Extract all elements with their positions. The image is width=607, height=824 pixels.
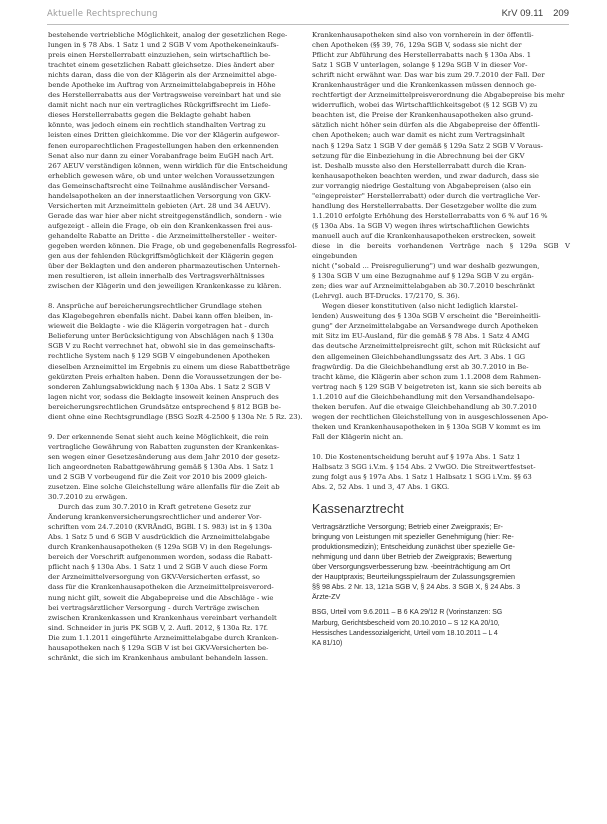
- case-source: BSG, Urteil vom 9.6.2011 – B 6 KA 29/12 R (Vorinstanzen: SG Marburg, Gerichtsbescheid vom 20.10.2010 – S 12 KA 20/10, Hessisches Landessozialgericht, Urteil vom 18.10.2011 – L 4 KA 81/10): [312, 609, 503, 647]
- header-rule: [47, 24, 569, 25]
- section-heading: Kassenarztrecht: [312, 502, 404, 517]
- left-column: [48, 30, 304, 663]
- right-column: [312, 30, 570, 649]
- paragraph-equal-treatment: Wegen dieser konstitutiven (also nicht lediglich klarstel- lenden) Ausweitung des § 130a SGB V erscheint die "Bereinheitli- gung" der Arzneimittelabgabe an Versandwege durch Apotheken mit Sitz im EU-Ausland, für die gemäß § 78 Abs. 1 Satz 4 AMG das deutsche Arzneimittelpreisrecht gilt, schon mit Rücksicht auf den allgemeinen Gleichbehandlungssatz des Art. 3 Abs. 1 GG fragwürdig. Da die Gleichbehandlung erst ab 30.7.2010 in Be- tracht käme, die Klägerin aber schon zum 1.1.2008 dem Rahmen- vertrag nach § 129 SGB V beigetreten ist, kann sie sich bereits ab 1.1.2010 auf die Gleichbehandlung mit den Versandhandelsapo- theken berufen. Auf die etwaige Gleichbehandlung ab 30.7.2010 wegen der rechtlichen Gleichstellung von in ausgeschlossenen Apo- theken und Krankenhausapotheken in § 130a SGB V kommt es im Fall der Klägerin nicht an.: [312, 302, 549, 441]
- page-header: [0, 0, 607, 30]
- page-number: 209: [553, 8, 569, 19]
- journal-issue: KrV 09.11: [501, 8, 544, 19]
- paragraph-section-10: 10. Die Kostenentscheidung beruht auf § 197a Abs. 1 Satz 1 Halbsatz 3 SGG i.V.m. § 154 Abs. 2 VwGO. Die Streitwertfestset- zung folgt aus § 197a Abs. 1 Satz 1 Halbsatz 1 SGG i.V.m. §§ 63 Abs. 2, 52 Abs. 1 und 3, 47 Abs. 1 GKG.: [312, 452, 536, 492]
- running-title: Aktuelle Rechtsprechung: [47, 9, 158, 19]
- case-summary: [312, 522, 570, 602]
- paragraph-section-8: 8. Ansprüche auf bereicherungsrechtlicher Grundlage stehen das Klagebegehren ebenfalls nicht. Dabei kann offen bleiben, in- wieweit die Beklagte - wie die Klägerin vorgetragen hat - durch Belieferung unter Berücksichtigung von Abschlägen nach § 130a SGB V zu Recht verrechnet hat, obwohl sie in das gemeinschafts- rechtliche System nach § 129 SGB V eingebundenen Apotheken dieselben Arzneimittel im Ergebnis zu einem um diese Rabattbeträge gekürzten Preis erhalten haben. Denn die Voraussetzungen der be- sonderen Zahlungsabwicklung nach § 130a Abs. 1 Satz 2 SGB V lagen nicht vor, sodass die Beklagte insoweit keinen Anspruch des bereicherungsrechtlichen Grundsätze entsprechend § 812 BGB be- dient ohne eine Rechtsgrundlage (BSG SozR 4-2500 § 130a Nr. 5 Rz. 23).: [48, 302, 303, 421]
- journal-page-info: [502, 8, 569, 19]
- paragraph-hospital-pharmacies: Krankenhausapotheken sind also von vornherein in der öffentli- chen Apotheken (§§ 39, 76, 129a SGB V, sodass sie nicht der Pflicht zur Abführung des Herstellerrabatts nach § 130a Abs. 1 Satz 1 SGB V unterlagen, solange § 129a SGB V in dieser Vor- schrift nicht erwähnt war. Das war bis zum 29.7.2010 der Fall. Der Krankenhausträger und die Krankenkassen müssen dennoch ge- rechtfertigt der Arzneimittelpreisverordnung die Abgabepreise bis mehr widerruflich, wobei das Wirtschaftlichkeitsgebot (§ 12 SGB V) zu beachten ist, die Preise der Krankenhausapotheken also grund- sätzlich nicht höher sein dürfen als die Abgabepreise der öffentli- chen Apotheken; auch war damit es nicht zum Vertragsinhalt nach § 129a Satz 1 SGB V der gemäß § 129a Satz 2 SGB V Voraus- setzung für die Einbeziehung in die Abrechnung bei der GKV ist. Deshalb musste also den Herstellerrabatt durch die Kran- kenhausapotheken beachten werden, und zwar dadurch, dass sie zur vorrangig niedrige Gestaltung von Abgabepreisen (also ein "eingepreister" Herstellerrabatt) oder durch die vertragliche Ver- handlung des Herstellerrabatts. Der Gesetzgeber wollte die zum 1.1.2010 erfolgte Erhöhung des Herstellerrabatts von 6 % auf 16 % (§ 130a Abs. 1a SGB V) wegen ihres wirtschaftlichen Gewichts manuell auch auf die Krankenhausapotheken erstrecken, soweit diese in die bereits vorhandenen Verträge nach § 129a SGB V eingebunden nicht ("sobald ... Preisregulierung") und war deshalb gezwungen, § 130a SGB V um eine Bezugnahme auf § 129a SGB V zu ergän- zen; dies war auf Arzneimittelabgaben ab 30.7.2010 beschränkt (Lehrvgl. auch BT-Drucks. 17/2170, S. 36).: [312, 31, 570, 301]
- case-summary-text: Vertragsärztliche Versorgung; Betrieb einer Zweigpraxis; Er- bringung von Leistungen mit spezieller Genehmigung (hier: Re- produktionsmedizin); Entscheidung zunächst über spezielle Ge- nehmigung und dann über Betrieb der Zweigpraxis; Bewertung über Versorgungsverbesserung bzw. -beeinträchtigung am Ort der Hauptpraxis; Beurteilungsspielraum der Zulassungsgremien §§ 98 Abs. 2 Nr. 13, 121a SGB V, § 24 Abs. 3 SGB X, § 24 Abs. 3 Ärzte-ZV: [312, 522, 521, 602]
- paragraph-continuation: bestehende vertriebliche Möglichkeit, analog der gesetzlichen Rege- lungen in § 78 Abs. 1 Satz 1 und 2 SGB V vom Apothekeneinkaufs- preis einen Herstellerrabatt einzuziehen, sein wirtschaftlich be- trachtet einem gesetzlichen Rabatt gleichsetze. Dies ändert aber nichts daran, dass die von der Klägerin als der Arzneimittel abge- bende Apotheke im Auftrag von Arzneimittelabgabepreis in Höhe des Herstellerrabatts aus der Vertragsweise vereinbart hat und sie damit nicht nach nur ein vertragliches Rückgriffsrecht im Liefe- dieses Herstellerrabatts gegen die Beklagte gehabt haben könnte, was jedoch einem ein rechtlich standhalten Vertrag zu leisten eines Dritten gleichkomme. Die vor der Klägerin aufgewor- fenen europarechtlichen Fragestellungen haben den erkennenden Senat also nur dann zu einer Vorabanfrage beim EuGH nach Art. 267 AEUV verständigen können, wenn wirklich für die Entscheidung erheblich gewesen wäre, ob und unter welchen Voraussetzungen das Gemeinschaftsrecht eine Teilnahme ausländischer Versand- handelsapotheken an der innerstaatlichen Versorgung von GKV- Versicherten mit Arzneimitteln gebieten (Art. 28 und 34 AEUV). Gerade das war hier aber nicht streitgegenständlich, sondern - wie aufgezeigt - allein die Frage, ob ein den Krankenkassen frei aus- gehandelte Rabatte an Dritte - die Arzneimittelhersteller - weiter- gegeben werden können. Die Frage, ob und gegebenenfalls Regressfol- gen aus der fehlenden Rückgriffsmöglichkeit der Klägerin gegen über der Beklagten und den anderen pharmazeutischen Unterneh- men resultieren, ist allein innerhalb des Vertragsverhältnisses zwischen der Klägerin und den jeweiligen Krankenkasse zu klären.: [48, 31, 297, 291]
- paragraph-section-9: 9. Der erkennende Senat sieht auch keine Möglichkeit, die rein vertragliche Gewährung von Rabatten zugunsten der Krankenkas- sen wegen einer Gesetzesänderung aus dem Jahr 2010 der gesetz- lich angeordneten Rabattgewährung gemäß § 130a Abs. 1 Satz 1 und 2 SGB V vorbeugend für die Zeit vor 2010 bis 2009 gleich- zusetzen. Eine solche Gleichstellung wäre allenfalls für die Zeit ab 30.7.2010 zu erwägen.: [48, 432, 280, 502]
- paragraph-section-9-cont: Durch das zum 30.7.2010 in Kraft getretene Gesetz zur Änderung krankenversicherungsrechtlicher und anderer Vor- schriften vom 24.7.2010 (KVRÄndG, BGBl. I S. 983) ist in § 130a Abs. 1 Satz 5 und 6 SGB V ausdrücklich die Arzneimittelabgabe durch Krankenhausapotheken (§ 129a SGB V) in den Regelungs- bereich der Vorschrift aufgenommen worden, sodass die Rabatt- pflicht nach § 130a Abs. 1 Satz 1 und 2 SGB V auch diese Form der Arzneimittelversorgung von GKV-Versicherten erfasst, so dass für die Krankenhausapotheken die Arzneimittelpreisverord- nung nicht gilt, soweit die Abgabepreise und die Abschläge - wie bei vertragsärztlicher Versorgung - durch Verträge zwischen zwischen Krankenkassen und Krankenhaus vereinbart verhandelt sind. Schneider in juris PK SGB V, 2. Aufl. 2012, § 130a Rz. 17f. Die zum 1.1.2011 eingeführte Arzneimittelabgabe durch Kranken- hausapotheken nach § 129a SGB V ist bei GKV-Versicherten be- schränkt, die sich im Krankenhaus ambulant behandeln lassen.: [48, 503, 279, 662]
